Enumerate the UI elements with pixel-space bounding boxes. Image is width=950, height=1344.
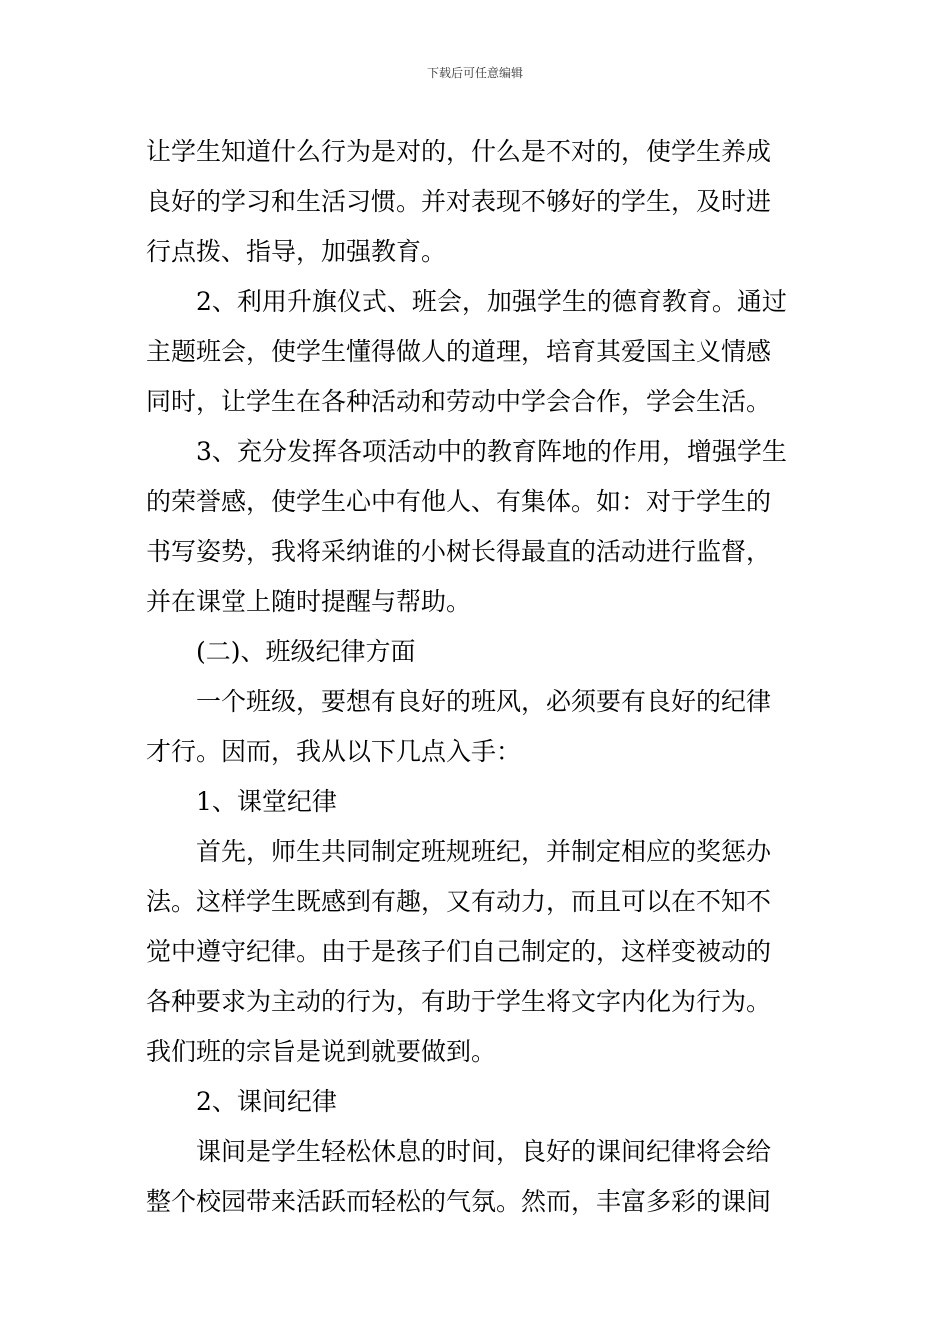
text-line: 行点拨、指导，加强教育。	[146, 237, 447, 266]
text-line: 觉中遵守纪律。由于是孩子们自己制定的，这样变被动的	[146, 937, 772, 966]
paragraph-start-line: 3、充分发挥各项活动中的教育阵地的作用，增强学生	[196, 437, 787, 466]
text-line: 让学生知道什么行为是对的，什么是不对的，使学生养成	[146, 137, 772, 166]
text-line: 主题班会，使学生懂得做人的道理，培育其爱国主义情感	[146, 337, 772, 366]
text-line: 各种要求为主动的行为，有助于学生将文字内化为行为。	[146, 987, 772, 1016]
paragraph-start-line: 首先，师生共同制定班规班纪，并制定相应的奖惩办	[196, 837, 772, 866]
text-line: 并在课堂上随时提醒与帮助。	[146, 587, 472, 616]
paragraph-start-line: 一个班级，要想有良好的班风，必须要有良好的纪律	[196, 687, 772, 716]
subsection-heading: 1、课堂纪律	[196, 787, 337, 816]
paragraph-start-line: 2、利用升旗仪式、班会，加强学生的德育教育。通过	[196, 287, 787, 316]
subsection-heading: 2、课间纪律	[196, 1087, 337, 1116]
document-body	[146, 127, 806, 1227]
page-header: 下载后可任意编辑	[426, 66, 523, 80]
text-line: 同时，让学生在各种活动和劳动中学会合作，学会生活。	[146, 387, 772, 416]
paragraph-start-line: 课间是学生轻松休息的时间，良好的课间纪律将会给	[196, 1137, 772, 1166]
text-line: 良好的学习和生活习惯。并对表现不够好的学生，及时进	[146, 187, 772, 216]
section-heading: (二)、班级纪律方面	[196, 637, 416, 666]
text-line: 的荣誉感，使学生心中有他人、有集体。如：对于学生的	[146, 487, 772, 516]
text-line: 书写姿势，我将采纳谁的小树长得最直的活动进行监督，	[146, 537, 772, 566]
text-line: 我们班的宗旨是说到就要做到。	[146, 1037, 497, 1066]
text-line: 整个校园带来活跃而轻松的气氛。然而，丰富多彩的课间	[146, 1187, 772, 1216]
text-line: 才行。因而，我从以下几点入手：	[146, 737, 522, 766]
text-line: 法。这样学生既感到有趣，又有动力，而且可以在不知不	[146, 887, 772, 916]
